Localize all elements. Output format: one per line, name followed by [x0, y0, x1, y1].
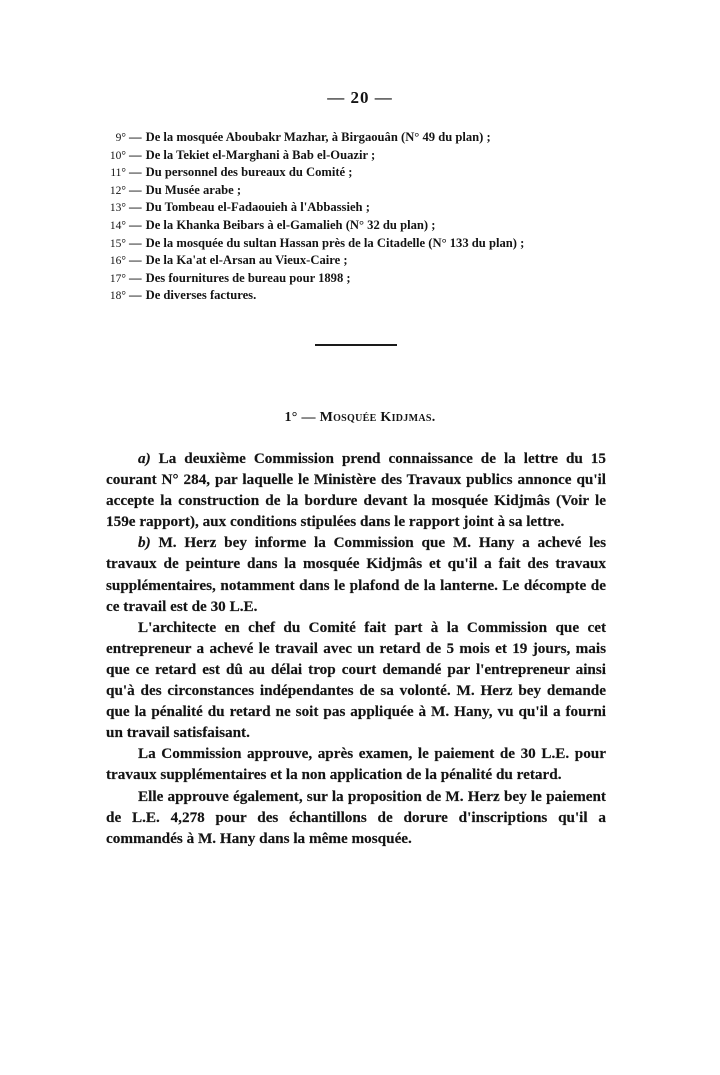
em-dash: —	[129, 288, 142, 303]
list-item-number: 18°	[109, 290, 126, 303]
body-text	[106, 448, 606, 849]
list-item-text: Du Tombeau el-Fadaouieh à l'Abbassieh ;	[145, 200, 370, 215]
paragraph-label: b)	[138, 534, 151, 552]
list-item-number: 15°	[109, 237, 126, 250]
paragraph-b	[106, 532, 606, 616]
list-item-text: De la Khanka Beibars à el-Gamalieh (N° 32 du plan) ;	[145, 217, 436, 232]
list-item-number: 17°	[109, 272, 126, 285]
em-dash: —	[129, 147, 142, 162]
paragraph-label: a)	[138, 450, 151, 467]
list-item-number: 13°	[109, 202, 126, 215]
list-item-text: Des fournitures de bureau pour 1898 ;	[145, 270, 351, 285]
list-item	[106, 199, 626, 217]
list-item-number: 14°	[109, 219, 126, 232]
list-item-text: Du Musée arabe ;	[145, 182, 242, 197]
list-item-number: 16°	[109, 255, 126, 268]
list-item	[106, 252, 626, 270]
paragraph-text: M. Herz bey informe la Commission que M. Hany a achevé les travaux de peinture dans la mosquée Kidjmâs et qu'il a fait des travaux supplémentaires, notamment dans le plafond de la lanterne. Le décompte de ce travail est de 30 L.E.	[106, 534, 606, 615]
page-number: — 20 —	[327, 88, 393, 107]
paragraph-architect-report	[106, 617, 606, 744]
list-item	[106, 182, 626, 200]
list-item	[106, 147, 626, 165]
paragraph-a	[106, 448, 606, 532]
em-dash: —	[129, 270, 142, 285]
paragraph-text: Elle approuve également, sur la proposition de M. Herz bey le paiement de L.E. 4,278 pour des échantillons de dorure d'inscriptions qu'il a commandés à M. Hany dans la même mosquée.	[106, 787, 606, 847]
em-dash: —	[129, 182, 142, 197]
section-divider-rule	[315, 344, 397, 346]
em-dash: —	[129, 200, 142, 215]
paragraph-text: L'architecte en chef du Comité fait part à la Commission que cet entrepreneur a achevé le travail avec un retard de 5 mois et 19 jours, mais que ce retard est dû au délai trop court demandé par l'entrepreneur ainsi qu'à des circonstances indépendantes de sa volonté. M. Herz bey demande que la pénalité du retard ne soit pas appliquée à M. Hany, vu qu'il a fourni un travail satisfaisant.	[106, 618, 606, 742]
list-item-number: 9°	[115, 132, 126, 144]
list-item-text: De la mosquée du sultan Hassan près de la Citadelle (N° 133 du plan) ;	[145, 235, 525, 250]
list-item-number: 10°	[109, 149, 126, 162]
list-item	[106, 217, 626, 235]
enumerated-list	[106, 129, 626, 305]
list-item-number: 12°	[109, 184, 126, 197]
list-item-text: De diverses factures.	[145, 288, 257, 303]
paragraph-approval	[106, 743, 606, 785]
em-dash: —	[129, 165, 142, 180]
em-dash: —	[129, 130, 142, 144]
list-item-number: 11°	[110, 167, 126, 180]
list-item-text: De la Tekiet el-Marghani à Bab el-Ouazir ;	[145, 147, 376, 162]
list-item-text: De la mosquée Aboubakr Mazhar, à Birgaouân (N° 49 du plan) ;	[145, 130, 491, 144]
list-item	[106, 235, 626, 253]
list-item	[106, 164, 626, 182]
list-item-text: De la Ka'at el-Arsan au Vieux-Caire ;	[145, 253, 348, 268]
em-dash: —	[129, 235, 142, 250]
list-item	[106, 270, 626, 288]
em-dash: —	[129, 217, 142, 232]
list-item	[106, 129, 626, 147]
em-dash: —	[129, 253, 142, 268]
list-item-text: Du personnel des bureaux du Comité ;	[145, 165, 353, 180]
section-heading: 1° — Mosquée Kidjmas.	[284, 410, 436, 425]
paragraph-additional-approval	[106, 786, 606, 849]
paragraph-text: La Commission approuve, après examen, le paiement de 30 L.E. pour travaux supplémentaires et la non application de la pénalité du retard.	[106, 745, 606, 784]
list-item	[106, 287, 626, 305]
paragraph-text: La deuxième Commission prend connaissance de la lettre du 15 courant N° 284, par laquelle le Ministère des Travaux publics annonce qu'il accepte la construction de la bordure devant la mosquée Kidjmâs (Voir le 159e rapport), aux conditions stipulées dans le rapport joint à sa lettre.	[106, 450, 606, 531]
